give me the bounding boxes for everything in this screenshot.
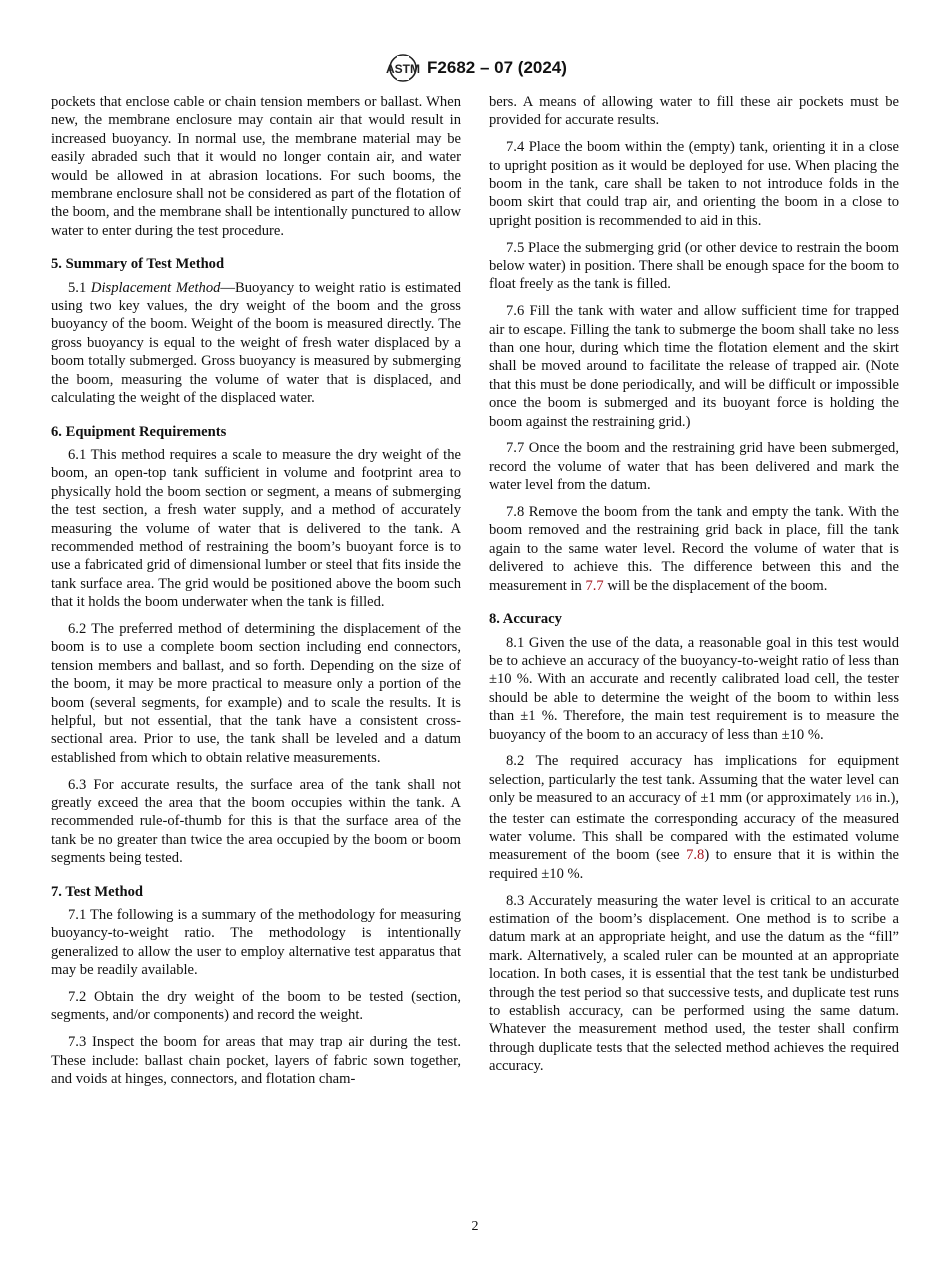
paragraph-7-8: 7.8 Remove the boom from the tank and empty the tank. With the boom removed and the restraining grid back in place, fill the tank again to the same water level. Record the volume of water that is delivered to achieve this. The difference between this and the measurement in 7.7 will be the displacement of the boom. (489, 504, 899, 594)
standard-designation: F2682 – 07 (2024) (427, 58, 567, 77)
section-7-heading: 7. Test Method (51, 883, 144, 900)
section-7-8-link[interactable]: 7.8 (686, 847, 705, 864)
paragraph-8-3: 8.3 Accurately measuring the water level is critical to an accurate estimation of the boom’s displacement. One method is to scribe a datum mark at an appropriate height, and use the datum as the “fill” mark. Alternatively, a scaled ruler can be mounted at an appropriate location. In both cases, it is essential that the test tank be undisturbed through the test period so that successive tests, and duplicate test runs to establish accuracy, can be performed using the same datum. Whatever the measurement method used, the tester shall confirm through duplicate tests that the selected method achieves the required accuracy. (489, 892, 899, 1075)
displacement-method-title: Displacement Method (90, 279, 221, 296)
right-column (489, 93, 899, 1084)
paragraph-7-3-continued: bers. A means of allowing water to fill these air pockets must be provided for accurate results. (489, 94, 899, 129)
paragraph-7-4: 7.4 Place the boom within the (empty) tank, orienting it in a close to upright position as it would be deployed for use. When placing the boom in the tank, care shall be taken to not introduce folds in the boom skirt that could trap air, and orienting the boom in a close to upright position is recommended to aid in this. (489, 139, 899, 229)
paragraph-6-2: 6.2 The preferred method of determining the displacement of the boom is to use a complete boom section including end connectors, tension members and ballast, and so forth. Depending on the size of the boom, it may be more practical to measure only a portion of the boom (several segments, for example) and to scale the results. It is helpful, but not essential, that the tank have a consistent cross-sectional area. Prior to use, the tank shall be leveled and a datum established from which to obtain relative measurements. (51, 620, 461, 766)
paragraph-7-1: 7.1 The following is a summary of the methodology for measuring buoyancy-to-weight ratio. The methodology is intentionally generalized to allow the user to employ alternative test apparatus that may be readily available. (51, 907, 461, 979)
paragraph-8-2: 8.2 The required accuracy has implications for equipment selection, particularly the test tank. Assuming that the water level can only be measured to an accuracy of ±1 mm (or approximately 1⁄16 in.), the tester can estimate the corresponding accuracy of the measured water volume. This shall be compared with the estimated volume measurement of the boom (see 7.8) to ensure that it is within the required ±10 %. (489, 753, 900, 882)
paragraph-6-3: 6.3 For accurate results, the surface area of the tank shall not greatly exceed the area that the boom occupies within the tank. A recommended rule-of-thumb for this is that the surface area of the tank be no greater than twice the area occupied by the boom or boom segments being tested. (51, 776, 461, 867)
section-8-heading: 8. Accuracy (489, 611, 562, 628)
paragraph-5-1: 5.1 Displacement Method—Buoyancy to weight ratio is estimated using two key values, the dry weight of the boom and the gross buoyancy of the boom. Weight of the boom is measured directly. The gross buoyancy is equal to the weight of fresh water displaced by a boom totally submerged. Gross buoyancy is measured by submerging the boom, measuring the volume of water that is displaced, and calculating the weight of the displaced water. (51, 279, 462, 407)
section-7-7-link[interactable]: 7.7 (585, 577, 604, 594)
paragraph-7-7: 7.7 Once the boom and the restraining grid have been submerged, record the volume of water that has been delivered and mark the water level from the datum. (489, 440, 899, 494)
fraction-one-sixteenth: 1⁄16 (855, 794, 872, 806)
paragraph-8-1: 8.1 Given the use of the data, a reasonable goal in this test would be to achieve an accuracy of the buoyancy-to-weight ratio of less than ±10 %. With an accurate and recently calibrated load cell, the tester should be able to determine the weight of the boom to within less than ±1 %. Therefore, the main test requirement is to measure the buoyancy of the boom to an accuracy of less than ±10 %. (489, 634, 899, 743)
page-number: 2 (471, 1219, 479, 1234)
paragraph-6-1: 6.1 This method requires a scale to measure the dry weight of the boom, an open-top tank sufficient in volume and footprint area to physically hold the boom section or segment, a means of submerging the test section, a fresh water supply, and a method of accurately measuring the volume of water that is delivered to the tank. A recommended method of restraining the boom’s buoyant force is to use a fabricated grid of dimensional lumber or steel that fits inside the tank surface area. The grid would be positioned above the boom such that it holds the boom underwater when the tank is filled. (51, 446, 461, 611)
astm-logo-icon (383, 53, 423, 83)
paragraph-7-3: 7.3 Inspect the boom for areas that may trap air during the test. These include: ballast chain pocket, layers of fabric sown together, and voids at hinges, connectors, and flotation cham- (51, 1034, 461, 1088)
left-column (51, 93, 461, 1097)
paragraph-7-6: 7.6 Fill the tank with water and allow sufficient time for trapped air to escape. Filling the tank to submerge the boom shall take no less than one hour, during which time the flotation element and the skirt shall be moved around to facilitate the release of trapped air. (Note that this must be done periodically, and will be difficult or impossible once the boom is submerged and its buoyant force is holding the boom against the restraining grid.) (489, 303, 899, 430)
section-6-heading: 6. Equipment Requirements (51, 423, 227, 440)
paragraph-7-2: 7.2 Obtain the dry weight of the boom to be tested (section, segments, and/or components) and record the weight. (51, 989, 461, 1024)
paragraph-7-5: 7.5 Place the submerging grid (or other device to restrain the boom below water) in position. There shall be enough space for the boom to float freely as the tank is filled. (489, 239, 899, 293)
paragraph-intro-continued: pockets that enclose cable or chain tension members or ballast. When new, the membrane enclosure may contain air that would result in increased buoyancy. In normal use, the membrane material may be easily abraded such that it would no longer contain air, and water would be allowed in at abrasion locations. For such booms, the membrane enclosure shall not be considered as part of the flotation of the boom, and the membrane shall be intentionally punctured to allow water to enter during the test procedure. (51, 94, 461, 239)
section-5-heading: 5. Summary of Test Method (51, 256, 225, 273)
page-header (0, 53, 950, 83)
logo-text: ASTM (386, 62, 421, 76)
